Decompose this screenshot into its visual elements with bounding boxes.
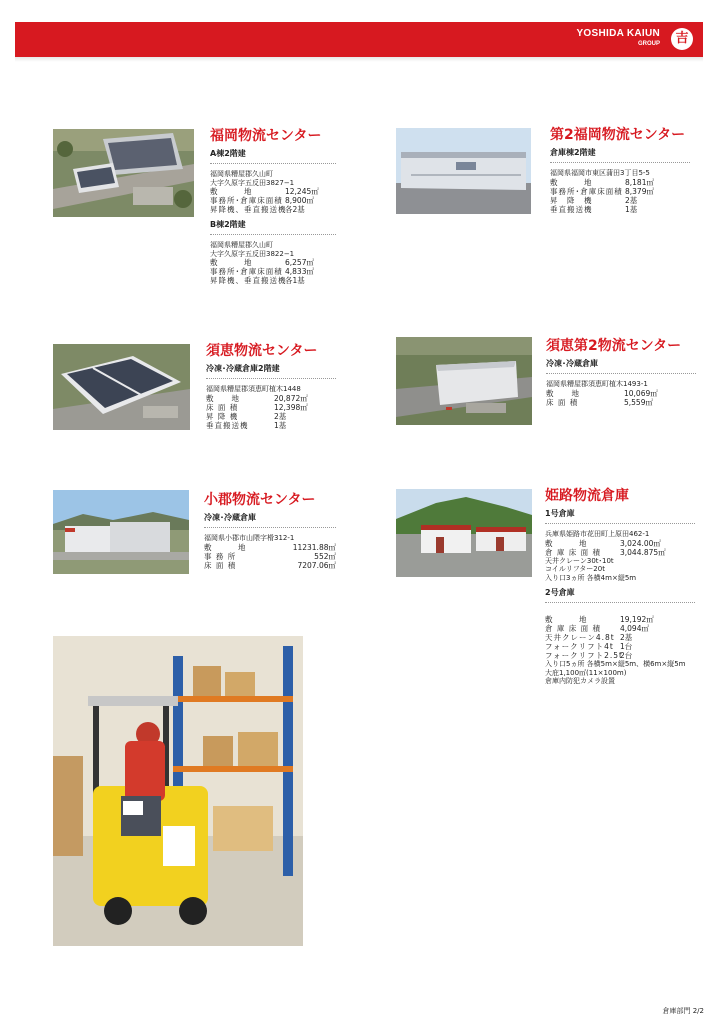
spec-row [545, 539, 695, 548]
spec-label: 事務所･倉庫床面積 [550, 186, 623, 196]
spec-value: 12,245㎡ [285, 187, 319, 196]
brand [576, 29, 660, 47]
address-ogori: 福岡県小郡市山隈字榾312-1 [204, 534, 295, 542]
info-sue [206, 343, 336, 430]
info-sue2 [546, 338, 696, 407]
spec-line: 倉庫内防犯カメラ設置 [545, 677, 615, 685]
address-fukuoka-a: 福岡県糟屋郡久山町 大字久原字五反田3827−1 [210, 170, 295, 187]
spec-label: 垂直搬送機 [550, 204, 593, 214]
title-ogori: 小郡物流センター [204, 492, 316, 508]
brand-group: GROUP [637, 41, 660, 47]
spec-label: 垂直搬送機 [206, 420, 249, 430]
photo-sue2 [396, 337, 532, 425]
spec-label: 事務所･倉庫床面積 [210, 196, 283, 205]
spec-label: 昇降機、垂直搬送機 [210, 276, 287, 285]
spec-row [204, 543, 336, 552]
spec-value: 8,181㎡ [625, 177, 654, 187]
spec-value: 各1基 [285, 276, 305, 285]
spec-value: 19,192㎡ [620, 615, 654, 624]
spec-value: 各2基 [285, 205, 305, 214]
subtitle-fukuoka-b: B棟2階建 [210, 220, 336, 235]
spec-value: 1基 [625, 204, 638, 214]
spec-value: 2基 [620, 633, 633, 642]
spec-label: 事務所･倉庫床面積 [210, 267, 283, 276]
spec-value: 2基 [274, 411, 287, 421]
spec-value: 20,872㎡ [274, 393, 308, 403]
title-himeji: 姫路物流倉庫 [545, 488, 629, 504]
spec-value: 8,379㎡ [625, 186, 654, 196]
photo-sue [53, 344, 190, 430]
spec-label: 床 面 積 [546, 397, 579, 407]
spec-row [210, 205, 336, 214]
photo-fukuoka [53, 129, 194, 217]
spec-label: 敷 地 [550, 177, 593, 187]
spec-row [550, 187, 690, 196]
info-ogori [204, 492, 336, 570]
spec-row [210, 276, 336, 285]
spec-label: 敷 地 [206, 393, 240, 403]
photo-himeji [396, 489, 532, 577]
subtitle-ogori: 冷凍･冷蔵倉庫 [204, 513, 336, 528]
spec-row [550, 196, 690, 205]
brand-name: YOSHIDA KAIUN [576, 28, 660, 39]
spec-value: 1基 [274, 420, 287, 430]
info-fukuoka2 [550, 127, 690, 214]
spec-value: 8,900㎡ [285, 196, 314, 205]
info-himeji [545, 488, 695, 686]
spec-label: 敷 地 [210, 258, 253, 267]
spec-row [206, 403, 336, 412]
photo-fukuoka2 [396, 128, 531, 214]
spec-row [204, 552, 336, 561]
spec-value: 4,833㎡ [285, 267, 314, 276]
subtitle-fukuoka-a: A棟2階建 [210, 149, 336, 164]
spec-label: 床 面 積 [204, 560, 237, 570]
spec-row [545, 548, 695, 557]
spec-row [545, 633, 695, 642]
title-sue: 須恵物流センター [206, 343, 318, 359]
spec-value: 6,257㎡ [285, 258, 314, 267]
address-fukuoka2: 福岡県福岡市東区蒲田3丁目5-5 [550, 169, 650, 177]
spec-line: 大庇1,100㎡(11×100m) [545, 668, 627, 677]
spec-label: 敷 地 [546, 388, 580, 398]
spec-label: 昇 降 機 [206, 411, 239, 421]
spec-row [546, 398, 696, 407]
spec-label: 倉 庫 床 面 積 [545, 547, 602, 557]
address-fukuoka-b: 福岡県糟屋郡久山町 大字久原字五反田3822−1 [210, 241, 295, 258]
photo-ogori [53, 490, 189, 574]
spec-label: 昇降機、垂直搬送機 [210, 205, 287, 214]
spec-value: 3,044.875㎡ [620, 547, 666, 557]
spec-value: 3,024.00㎡ [620, 538, 661, 548]
address-sue: 福岡県糟屋郡須恵町植木1448 [206, 385, 301, 393]
title-sue2: 須恵第2物流センター [546, 338, 682, 354]
spec-row [204, 561, 336, 570]
spec-label: フォークリフト4t [545, 642, 614, 651]
address-sue2: 福岡県糟屋郡須恵町植木1493-1 [546, 380, 648, 388]
subtitle-sue2: 冷凍･冷蔵倉庫 [546, 359, 696, 374]
spec-line: 入り口3ヵ所 各横4m×縦5m [545, 573, 637, 582]
spec-row [210, 196, 336, 205]
spec-value: 11231.88㎡ [292, 542, 336, 552]
spec-label: 敷 地 [210, 187, 253, 196]
spec-line: コイルリフター20t [545, 565, 605, 573]
spec-row [545, 624, 695, 633]
spec-value: 10,069㎡ [624, 388, 658, 398]
spec-row [206, 412, 336, 421]
spec-label: 天井クレーン4.8t [545, 633, 615, 642]
spec-value: 1台 [620, 642, 633, 651]
spec-row [546, 389, 696, 398]
subtitle-himeji-2: 2号倉庫 [545, 588, 695, 603]
spec-label: 昇 降 機 [550, 195, 593, 205]
spec-value: 5,559㎡ [624, 397, 653, 407]
spec-value: 552㎡ [314, 551, 336, 561]
header-bar [15, 22, 703, 57]
subtitle-fukuoka2: 倉庫棟2階建 [550, 148, 690, 163]
company-logo: 吉 [671, 28, 693, 50]
spec-row [206, 421, 336, 430]
spec-label: 敷 地 [545, 538, 588, 548]
spec-row [545, 615, 695, 624]
header-shadow [15, 57, 703, 62]
spec-row [206, 394, 336, 403]
spec-row [210, 187, 336, 196]
info-fukuoka [210, 128, 336, 285]
spec-value: 7207.06㎡ [297, 560, 336, 570]
spec-line: 入り口5ヵ所 各横5m×縦5m、横6m×縦5m [545, 660, 686, 668]
spec-value: 12,398㎡ [274, 402, 308, 412]
title-fukuoka: 福岡物流センター [210, 128, 322, 144]
spec-row [550, 178, 690, 187]
spec-label: 敷 地 [545, 615, 588, 624]
spec-row [545, 651, 695, 660]
address-himeji-1: 兵庫県姫路市花田町上原田462-1 [545, 530, 650, 538]
spec-label: 敷 地 [204, 542, 247, 552]
spec-label: フォークリフト2.5t [545, 651, 623, 660]
photo-forklift-warehouse [53, 636, 303, 946]
spec-value: 4,094㎡ [620, 624, 649, 633]
spec-value: 2台 [620, 651, 633, 660]
spec-value: 2基 [625, 195, 638, 205]
spec-row [210, 258, 336, 267]
spec-row [545, 642, 695, 651]
subtitle-sue: 冷凍･冷蔵倉庫2階建 [206, 364, 336, 379]
spec-label: 床 面 積 [206, 402, 239, 412]
page-footer: 倉庫部門 2/2 [662, 1007, 704, 1015]
spec-row [210, 267, 336, 276]
spec-row [550, 205, 690, 214]
spec-line: 天井クレーン30t･10t [545, 556, 614, 565]
subtitle-himeji-1: 1号倉庫 [545, 509, 695, 524]
spec-label: 倉 庫 床 面 積 [545, 624, 602, 633]
spec-label: 事 務 所 [204, 551, 237, 561]
title-fukuoka2: 第2福岡物流センター [550, 127, 686, 143]
